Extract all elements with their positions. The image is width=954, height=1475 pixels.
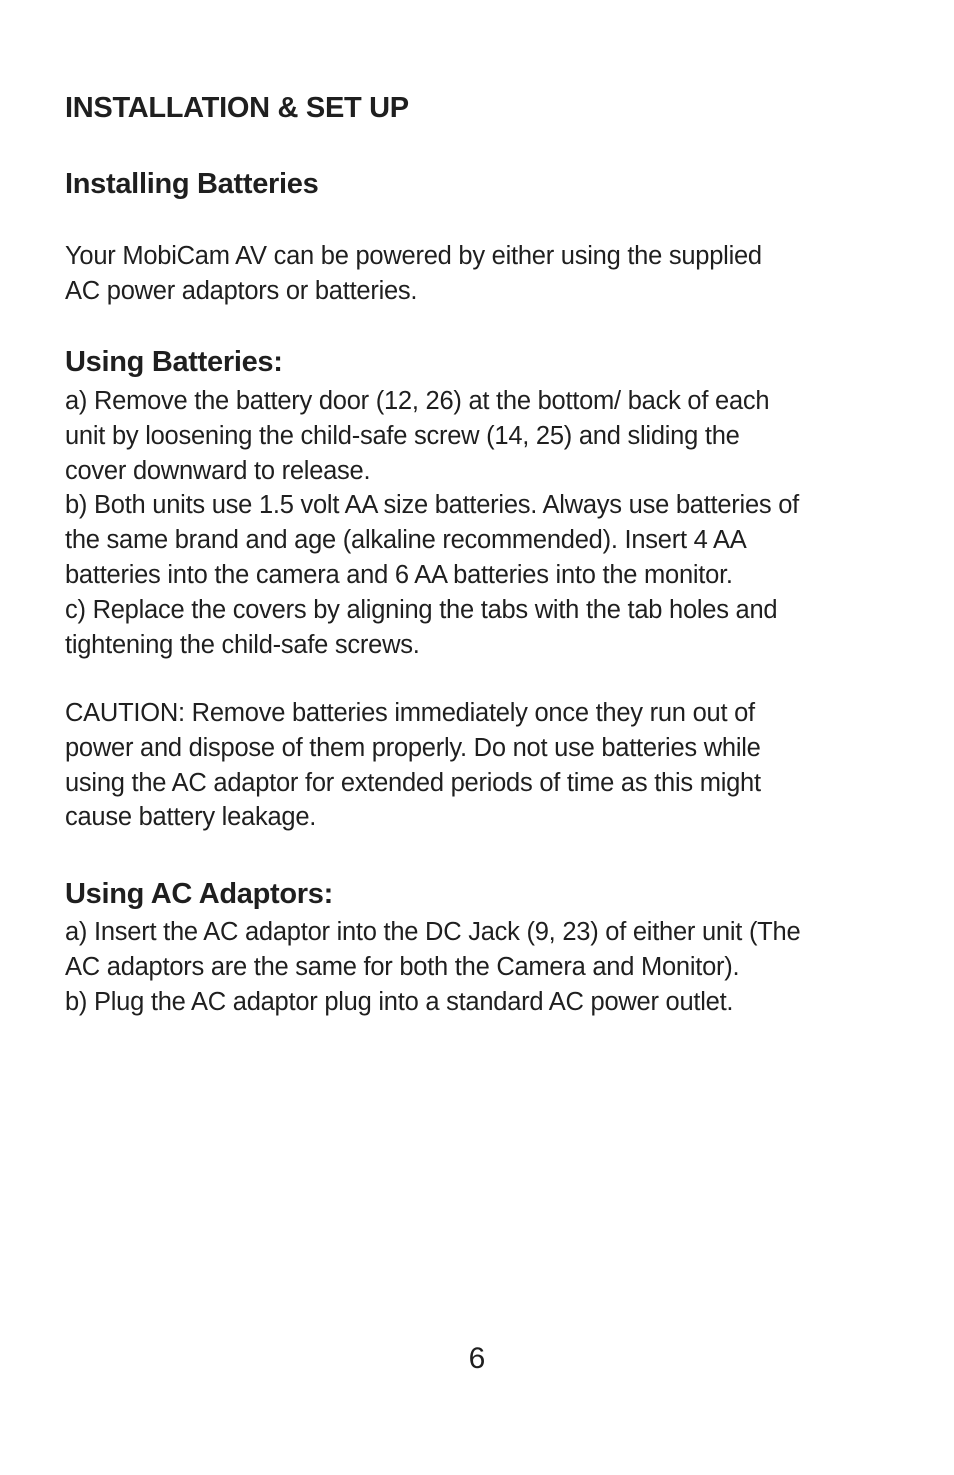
section-heading: INSTALLATION & SET UP xyxy=(65,92,409,124)
ac-line: a) Insert the AC adaptor into the DC Jack (9, 23) of either unit (The xyxy=(65,918,801,946)
intro-paragraph xyxy=(65,239,762,309)
intro-line: Your MobiCam AV can be powered by either using the supplied xyxy=(65,242,762,270)
batteries-line: tightening the child-safe screws. xyxy=(65,630,420,659)
using-ac-paragraph xyxy=(65,915,800,1019)
batteries-line: c) Replace the covers by aligning the tabs with the tab holes and xyxy=(65,595,778,624)
ac-line: AC adaptors are the same for both the Camera and Monitor). xyxy=(65,952,740,981)
ac-line: b) Plug the AC adaptor plug into a standard AC power outlet. xyxy=(65,987,734,1016)
using-batteries-title: Using Batteries: xyxy=(65,346,283,378)
caution-line: cause battery leakage. xyxy=(65,803,317,832)
caution-line: using the AC adaptor for extended periods of time as this might xyxy=(65,768,761,797)
batteries-line: a) Remove the battery door (12, 26) at the bottom/ back of each xyxy=(65,387,770,415)
batteries-line: the same brand and age (alkaline recommended). Insert 4 AA xyxy=(65,526,747,555)
batteries-line: batteries into the camera and 6 AA batteries into the monitor. xyxy=(65,560,733,589)
page-number: 6 xyxy=(468,1342,486,1375)
caution-paragraph xyxy=(65,696,761,835)
using-batteries-paragraph xyxy=(65,384,799,662)
using-ac-adaptors-title: Using AC Adaptors: xyxy=(65,878,333,910)
batteries-line: unit by loosening the child-safe screw (14, 25) and sliding the xyxy=(65,421,740,450)
caution-line: power and dispose of them properly. Do not use batteries while xyxy=(65,733,761,762)
intro-line: AC power adaptors or batteries. xyxy=(65,276,418,305)
caution-line: CAUTION: Remove batteries immediately once they run out of xyxy=(65,699,755,727)
installing-batteries-title: Installing Batteries xyxy=(65,168,319,200)
batteries-line: cover downward to release. xyxy=(65,456,371,485)
batteries-line: b) Both units use 1.5 volt AA size batteries. Always use batteries of xyxy=(65,491,799,520)
